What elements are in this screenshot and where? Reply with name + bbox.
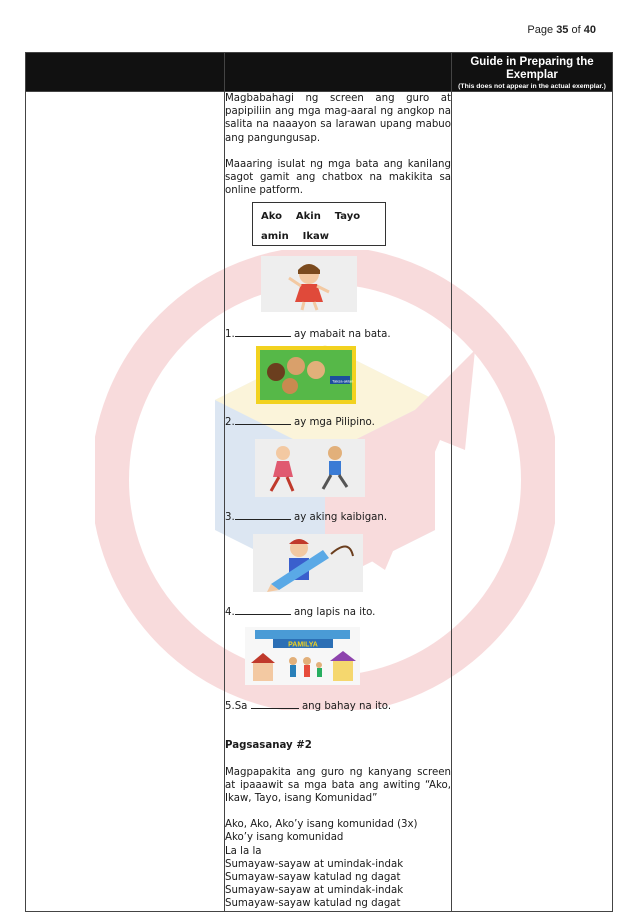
song-line: Sumayaw-sayaw katulad ng dagat — [225, 898, 401, 910]
sentence-1: 1. ay mabait na bata. — [225, 326, 451, 341]
body-cell-left — [26, 92, 225, 912]
sentence-3: 3. ay aking kaibigan. — [225, 509, 451, 524]
guide-title: Guide in Preparing the Exemplar — [470, 56, 594, 81]
table-body-row — [26, 92, 613, 912]
song-line: Sumayaw-sayaw at umindak-indak — [225, 885, 404, 897]
intro-paragraph: Magbabahagi ng screen ang guro at papipiliin ang mga mag-aaral ng angkop na salita na naaayon sa larawan upang mabuo ang pangungusap. — [225, 93, 451, 144]
family-house-book-image — [245, 627, 360, 685]
guide-note: (This does not appear in the actual exemplar.) — [458, 83, 606, 90]
lesson-table — [25, 52, 613, 912]
word-choices-box — [252, 202, 386, 246]
sentence-4: 4. ang lapis na ito. — [225, 604, 451, 619]
guide-header-cell — [452, 53, 613, 92]
sentence-5: 5.Sa ang bahay na ito. — [225, 698, 451, 713]
song-line: Ako’y isang komunidad — [225, 832, 344, 844]
header-cell-left — [26, 53, 225, 92]
guide-body-cell — [452, 92, 613, 912]
sentence-2: 2. ay mga Pilipino. — [225, 414, 451, 429]
word-choices-row-1: Ako Akin Tayo — [261, 211, 361, 223]
filipino-children-image — [256, 346, 356, 404]
table-header-row — [26, 53, 613, 92]
header-cell-middle — [225, 53, 452, 92]
section-title: Pagsasanay #2 — [225, 740, 312, 752]
chatbox-paragraph: Maaaring isulat ng mga bata ang kanilang sagot gamit ang chatbox na makikita sa online patform. — [225, 158, 451, 197]
page-number: Page 35 of 40 — [527, 24, 596, 36]
boy-with-pencil-image — [253, 534, 363, 592]
lesson-content-cell — [225, 92, 452, 912]
badge-label: Taksa-aklan — [332, 378, 354, 384]
song-line: Sumayaw-sayaw katulad ng dagat — [225, 872, 401, 884]
song-line: Sumayaw-sayaw at umindak-indak — [225, 858, 404, 870]
song-line: Ako, Ako, Ako’y isang komunidad (3x) — [225, 819, 418, 831]
friends-playing-image — [255, 439, 365, 497]
book-title-label: PAMILYA — [288, 641, 318, 649]
word-choices-row-2: amin Ikaw — [261, 231, 329, 243]
girl-waving-image — [261, 256, 357, 312]
song-intro-paragraph: Magpapakita ang guro ng kanyang screen at ipaaawit sa mga bata ang awiting “Ako, Ikaw, Tayo, isang Komunidad” — [225, 766, 451, 805]
song-line: La la la — [225, 845, 262, 857]
